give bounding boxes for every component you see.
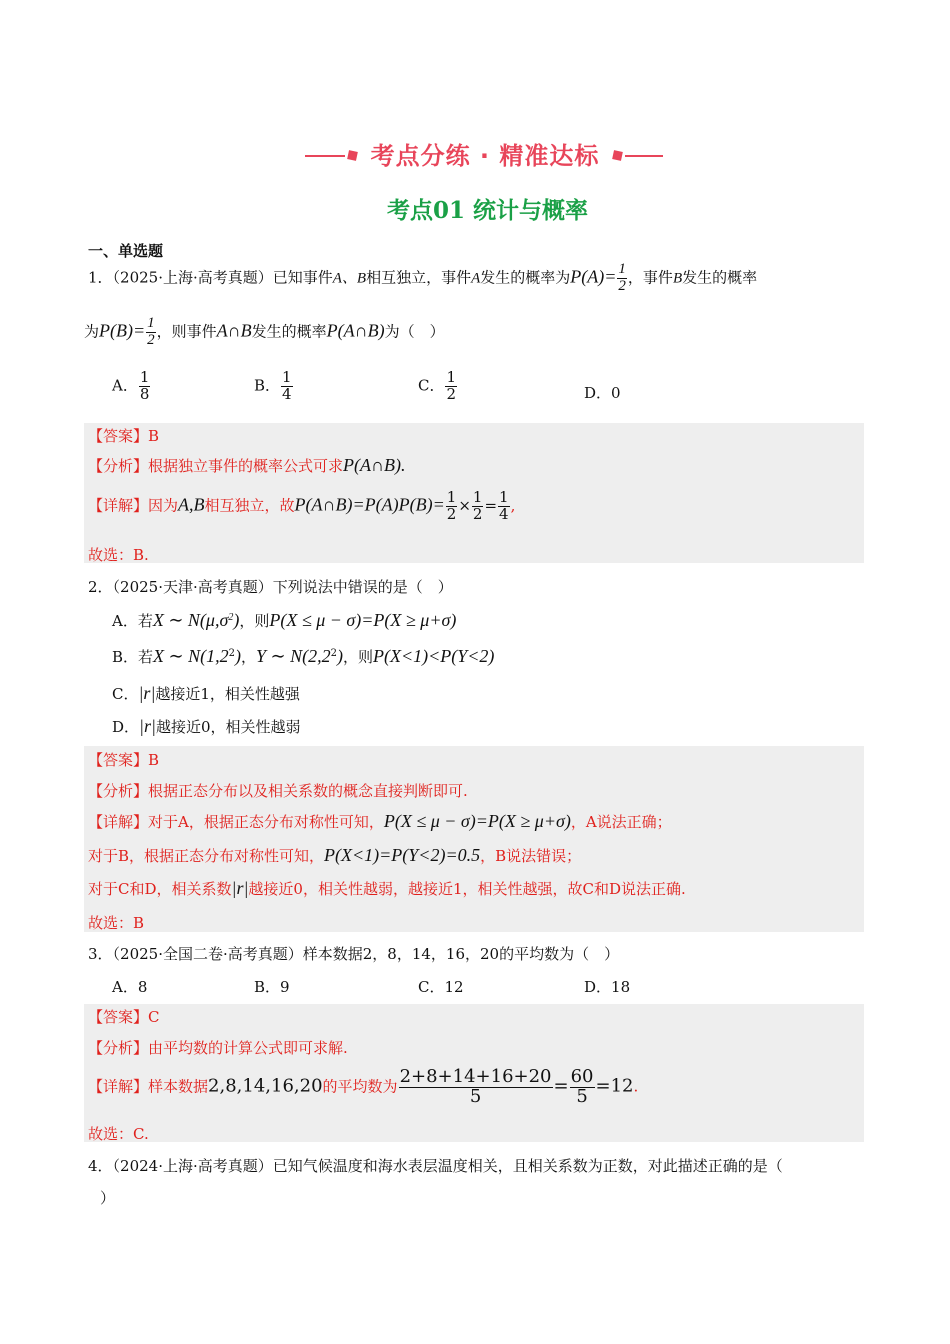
frac-den: 2 — [472, 504, 483, 523]
q1-text: 发生的概率 — [251, 322, 327, 341]
frac-den: 4 — [282, 384, 292, 403]
detail-text: 对于C和D，相关系数 — [88, 880, 232, 898]
q1-detail — [88, 490, 515, 523]
frac-den: 5 — [399, 1087, 553, 1107]
detail-expr: P(X ≤ μ − σ)=P(X ≥ μ+σ) — [383, 811, 571, 831]
banner-text: 考点分练 · 精准达标 — [370, 142, 600, 170]
page-title: 考点01 统计与概率 — [386, 197, 588, 224]
equals-sign: = — [553, 1075, 569, 1097]
option-label: C． — [418, 978, 445, 996]
frac-num: 1 — [472, 488, 483, 506]
q2-analysis — [88, 780, 468, 801]
option-text: ，则 — [239, 612, 270, 630]
math: X ∼ N(μ,σ — [152, 610, 229, 630]
math: ) — [234, 646, 241, 666]
frac-den: 2 — [446, 384, 457, 403]
frac-num: 1 — [147, 315, 155, 331]
q2-detail-line1 — [88, 811, 672, 832]
q2-option-c[interactable] — [112, 683, 300, 704]
q1-text: ，则事件 — [156, 322, 217, 341]
detail-tag: 【详解】 — [88, 1077, 149, 1096]
q1-stem-line2 — [84, 316, 445, 349]
option-text: 8 — [137, 978, 148, 996]
q2-option-d[interactable] — [112, 716, 300, 737]
option-label: B． — [254, 376, 281, 395]
option-label: A． — [112, 978, 138, 996]
section-banner — [305, 136, 663, 172]
analysis-text: 根据正态分布以及相关系数的概念直接判断即可. — [148, 782, 468, 800]
q1-half-fraction — [617, 262, 627, 295]
math: |r| — [138, 683, 156, 703]
frac-den: 2 — [446, 504, 457, 523]
q1-event-a: A — [471, 270, 481, 287]
detail-vars: A,B — [178, 494, 205, 515]
q1-events: A、B — [332, 270, 367, 287]
q1-choose: 故选：B. — [88, 546, 149, 564]
q1-analysis — [88, 455, 406, 476]
frac-den: 2 — [618, 277, 626, 294]
frac-num: 1 — [499, 488, 509, 506]
q3-choose: 故选：C. — [88, 1125, 149, 1143]
option-text: 越接近0，相关性越弱 — [155, 718, 301, 736]
banner-line-left — [305, 155, 345, 157]
banner-line-right — [625, 155, 663, 157]
option-fraction — [139, 370, 151, 403]
frac-den: 4 — [499, 504, 509, 523]
q1-text: 为（ ） — [384, 322, 445, 341]
analysis-tag: 【分析】 — [88, 1039, 149, 1057]
detail-expr: |r| — [231, 878, 249, 898]
frac-60-5 — [570, 1068, 595, 1107]
q1-intersect: A∩B — [216, 320, 252, 341]
q1-pa-expr: P(A)= — [570, 266, 617, 287]
q1-event-b: B — [672, 270, 683, 287]
detail-text: 越接近0，相关性越弱，越接近1，相关性越强，故C和D说法正确. — [248, 880, 686, 898]
detail-end: . — [633, 1077, 639, 1096]
detail-tag: 【详解】 — [88, 813, 149, 831]
q1-stem-line1 — [88, 262, 757, 295]
q1-answer: 【答案】B — [88, 427, 160, 445]
detail-expr: P(X<1)=P(Y<2)=0.5 — [324, 845, 481, 865]
q3-stem: 3．（2025·全国二卷·高考真题）样本数据2，8，14，16，20的平均数为（ ） — [88, 945, 620, 963]
q2-detail-line3 — [88, 878, 686, 899]
analysis-expr: P(A∩B). — [343, 455, 406, 475]
analysis-text: 根据独立事件的概率公式可求 — [148, 457, 344, 475]
q2-option-a[interactable] — [112, 610, 456, 631]
q3-analysis — [88, 1037, 348, 1058]
option-label: B． — [254, 978, 281, 996]
option-fraction — [445, 370, 457, 403]
q2-answer: 【答案】B — [88, 751, 160, 769]
sup: 2 — [228, 612, 234, 623]
frac-den: 5 — [570, 1087, 595, 1107]
math: |r| — [139, 716, 156, 736]
analysis-tag: 【分析】 — [88, 457, 149, 475]
analysis-text: 由平均数的计算公式即可求解. — [148, 1039, 348, 1057]
option-label: D． — [584, 384, 612, 402]
q1-option-c[interactable] — [418, 370, 458, 403]
frac-num: 2+8+14+16+20 — [399, 1066, 552, 1087]
q1-text: ，事件 — [627, 268, 673, 287]
q3-option-b[interactable] — [254, 976, 290, 997]
q1-text: 发生的概率 — [682, 268, 758, 287]
detail-text: 相互独立，故 — [204, 496, 295, 515]
q1-p-intersect: P(A∩B) — [326, 320, 385, 341]
banner-square-right-icon — [612, 150, 623, 161]
option-text: 越接近1，相关性越强 — [155, 685, 300, 703]
result: =12 — [595, 1075, 634, 1097]
q3-option-c[interactable] — [418, 976, 464, 997]
math: Y ∼ N(2,2 — [256, 646, 331, 666]
option-label: D． — [584, 978, 612, 996]
frac-num: 60 — [570, 1066, 594, 1087]
sup: 2 — [330, 648, 337, 659]
q2-detail-line2 — [88, 845, 581, 866]
detail-end: , — [510, 496, 516, 515]
q4-stem-line2: ） — [100, 1189, 116, 1207]
q1-half-fraction-b — [146, 316, 156, 349]
option-label: C． — [112, 685, 139, 703]
math: P(X ≤ μ − σ)=P(X ≥ μ+σ) — [269, 610, 457, 630]
equals-sign: = — [484, 496, 498, 515]
q2-choose: 故选：B — [88, 914, 145, 932]
math: ) — [336, 646, 343, 666]
q1-text: 为 — [84, 322, 100, 341]
q4-stem-line1: 4．（2024·上海·高考真题）已知气候温度和海水表层温度相关，且相关系数为正数，对此描述正确的是（ — [88, 1157, 783, 1175]
option-text: 18 — [611, 978, 631, 996]
option-label: A． — [112, 376, 138, 395]
analysis-tag: 【分析】 — [88, 782, 149, 800]
frac-den: 2 — [147, 331, 155, 348]
frac-num: 1 — [446, 368, 457, 386]
frac-num: 1 — [618, 261, 626, 277]
detail-text: 对于A，根据正态分布对称性可知， — [148, 813, 384, 831]
detail-text: 的平均数为 — [322, 1077, 398, 1096]
option-text: ，则 — [342, 648, 373, 666]
option-label: B．若 — [112, 648, 154, 666]
option-text: ， — [240, 648, 256, 666]
frac-sum — [399, 1068, 553, 1107]
frac-half-1 — [446, 490, 458, 523]
frac-num: 1 — [282, 368, 292, 386]
banner-square-left-icon — [347, 150, 358, 161]
frac-num: 1 — [446, 488, 457, 506]
q1-option-a[interactable] — [112, 370, 151, 403]
detail-text: ，B说法错误； — [480, 847, 582, 865]
detail-text: 因为 — [148, 496, 179, 515]
detail-expr: P(A∩B)=P(A)P(B)= — [294, 494, 445, 515]
detail-text: 对于B，根据正态分布对称性可知， — [88, 847, 325, 865]
math: X ∼ N(1,2 — [153, 646, 229, 666]
math: P(X<1)<P(Y<2) — [372, 646, 495, 666]
option-text: 9 — [280, 978, 290, 996]
q2-stem: 2．（2025·天津·高考真题）下列说法中错误的是（ ） — [88, 578, 453, 596]
q1-pb-expr: P(B)= — [99, 320, 146, 341]
option-label: D． — [112, 718, 140, 736]
section-heading: 一、单选题 — [88, 242, 164, 260]
q1-option-b[interactable] — [254, 370, 294, 403]
option-text: 0 — [611, 384, 621, 402]
q1-lead: 1．（2025·上海·高考真题）已知事件 — [88, 268, 333, 287]
option-label: C． — [418, 376, 445, 395]
q3-detail — [88, 1068, 638, 1107]
detail-text: ，A说法正确； — [570, 813, 672, 831]
detail-tag: 【详解】 — [88, 496, 149, 515]
q3-option-a[interactable] — [112, 976, 147, 997]
q1-text: 相互独立，事件 — [366, 268, 472, 287]
sup: 2 — [228, 648, 235, 659]
frac-num: 1 — [139, 368, 150, 386]
option-label: A．若 — [112, 612, 153, 630]
option-fraction — [281, 370, 293, 403]
q2-answer-box — [84, 746, 864, 932]
option-text: 12 — [444, 978, 464, 996]
frac-den: 8 — [139, 384, 150, 403]
frac-result — [498, 490, 510, 523]
detail-text: 样本数据 — [148, 1077, 209, 1096]
q2-option-b[interactable] — [112, 646, 494, 667]
q3-answer: 【答案】C — [88, 1008, 160, 1026]
q3-option-d[interactable] — [584, 976, 630, 997]
times-sign: × — [458, 496, 471, 515]
q1-option-d[interactable] — [584, 382, 621, 403]
math: ) — [233, 610, 240, 630]
q1-text: 发生的概率为 — [480, 268, 571, 287]
detail-data: 2,8,14,16,20 — [208, 1075, 323, 1097]
frac-half-2 — [472, 490, 484, 523]
